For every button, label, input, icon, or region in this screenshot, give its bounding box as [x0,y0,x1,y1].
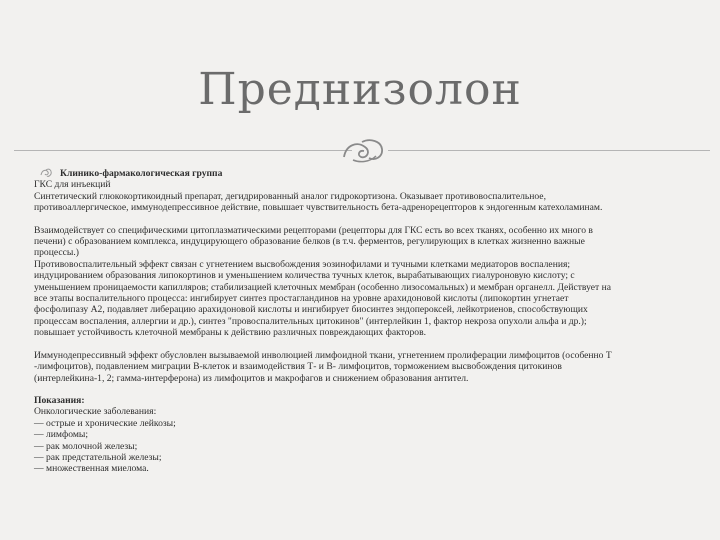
description-line: Синтетический глюкокортикоидный препарат, дегидрированный аналог гидрокортизона. Оказывает противовоспалительное, [34,190,546,202]
mechanism-line: Противовоспалительный эффект связан с угнетением высвобождения эозинофилами и тучными клетками медиаторов воспаления; [34,258,571,270]
mechanism-line: все этапы воспалительного процесса: ингибирует синтез простагландинов на уровне арахидоновой кислоты (липокортин угнетает [34,293,569,305]
scroll-ornament-icon [340,136,386,164]
indication-item: — рак молочной железы; [34,440,138,452]
immuno-line: Иммунодепрессивный эффект обусловлен вызываемой инволюцией лимфоидной ткани, угнетением пролиферации лимфоцитов (особенно Т [34,349,612,361]
indication-item: — лимфомы; [34,429,88,441]
immuno-line: (интерлейкина-1, 2; гамма-интерферона) из лимфоцитов и макрофагов и снижением образования антител. [34,372,469,384]
indications-heading: Показания: [34,394,85,406]
mechanism-line: процессы.) [34,247,79,259]
immuno-line: -лимфоцитов), подавлением миграции В-клеток и взаимодействия Т- и В- лимфоцитов, торможением высвобождения цитокинов [34,361,562,373]
group-heading: Клинико-фармакологическая группа [60,168,223,179]
mechanism-line: Взаимодействует со специфическими цитоплазматическими рецепторами (рецепторы для ГКС есть во всех тканях, особенно их много в [34,224,593,236]
mechanism-line: повышает устойчивость клеточной мембраны к действию различных повреждающих факторов. [34,327,427,339]
indication-item: — рак предстательной железы; [34,451,162,463]
description-line: противоаллергическое, иммунодепрессивное действие, повышает чувствительность бета-адренорецепторов к эндогенным катехоламинам. [34,202,603,214]
title-rule-right [388,150,710,151]
title-rule-left [14,150,352,151]
indication-item: — острые и хронические лейкозы; [34,417,176,429]
slide-body [34,168,706,475]
mechanism-line: уменьшением проницаемости капилляров; стабилизацией клеточных мембран (особенно лизосомальных) и мембран органелл. Действует на [34,281,612,293]
indication-item: Онкологические заболевания: [34,406,157,418]
page-title: Преднизолон [198,64,522,115]
mechanism-line: процессам воспаления, аллергии и др.), синтез "провоспалительных цитокинов" (интерлейкин 1, фактор некроза опухоли альфа и др.); [34,315,587,327]
group-value: ГКС для инъекций [34,179,111,191]
mechanism-line: печени) с образованием комплекса, индуцирующего образование белков (в т.ч. ферментов, регулирующих в клетках жизненно важные [34,236,585,248]
mechanism-line: индуцированием образования липокортинов и уменьшением количества тучных клеток, вырабатывающих гиалуроновую кислоту; с [34,270,575,282]
indication-item: — множественная миелома. [34,463,149,475]
mechanism-line: фосфолипазу А2, подавляет либерацию арахидоновой кислоты и ингибирует биосинтез эндопероксей, лейкотриенов, способствующих [34,304,588,316]
